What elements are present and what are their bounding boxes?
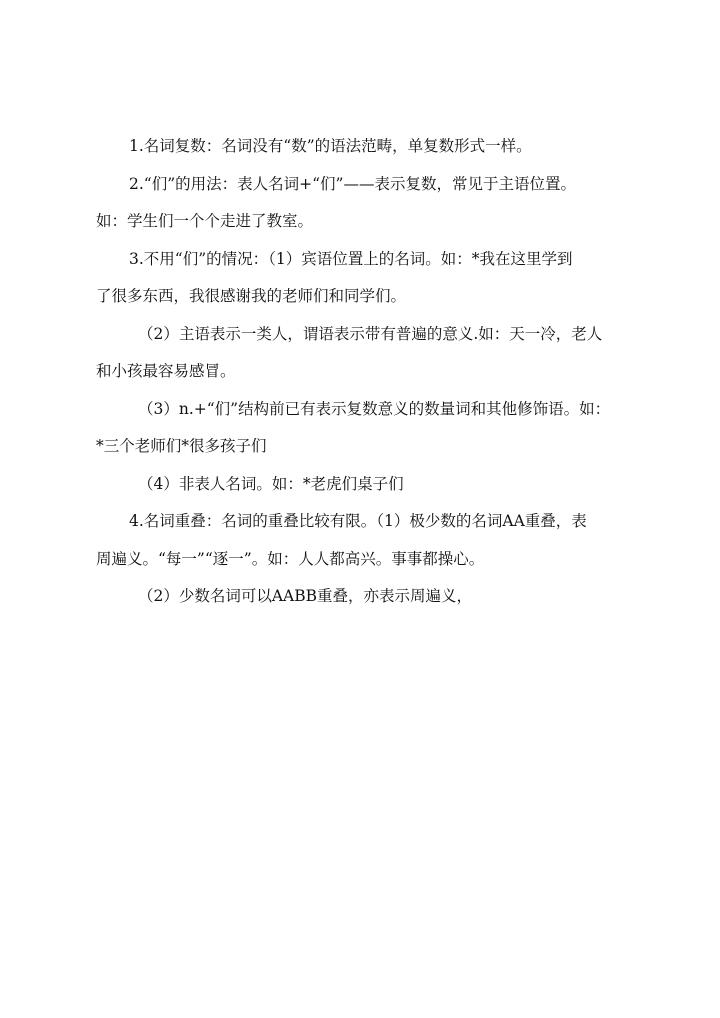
paragraph-line: 3.不用“们”的情况：（1）宾语位置上的名词。如：*我在这里学到 — [129, 249, 573, 268]
paragraph-line: *三个老师们*很多孩子们 — [96, 437, 267, 455]
paragraph-line: 2.“们”的用法：表人名词+“们”——表示复数，常见于主语位置。 — [129, 174, 576, 193]
paragraph-line: 和小孩最容易感冒。 — [96, 362, 236, 380]
paragraph-line: （2）主语表示一类人，谓语表示带有普遍的意义.如：天一冷，老人 — [138, 324, 603, 343]
paragraph-line: （3）n.+“们”结构前已有表示复数意义的数量词和其他修饰语。如： — [138, 399, 611, 418]
paragraph-line: 4.名词重叠：名词的重叠比较有限。（1）极少数的名词AA重叠，表 — [129, 512, 587, 530]
paragraph-line: （2）少数名词可以AABB重叠，亦表示周遍义， — [138, 587, 473, 605]
document-body — [96, 128, 636, 616]
paragraph-line: 了很多东西，我很感谢我的老师们和同学们。 — [96, 287, 407, 305]
paragraph-line: 周遍义。“每一”“逐一”。如：人人都高兴。事事都操心。 — [96, 549, 485, 568]
paragraph-line: 如：学生们一个个走进了教室。 — [96, 212, 314, 230]
paragraph-line: （4）非表人名词。如：*老虎们桌子们 — [138, 474, 404, 493]
paragraph-line: 1.名词复数：名词没有“数”的语法范畴，单复数形式一样。 — [129, 137, 532, 155]
